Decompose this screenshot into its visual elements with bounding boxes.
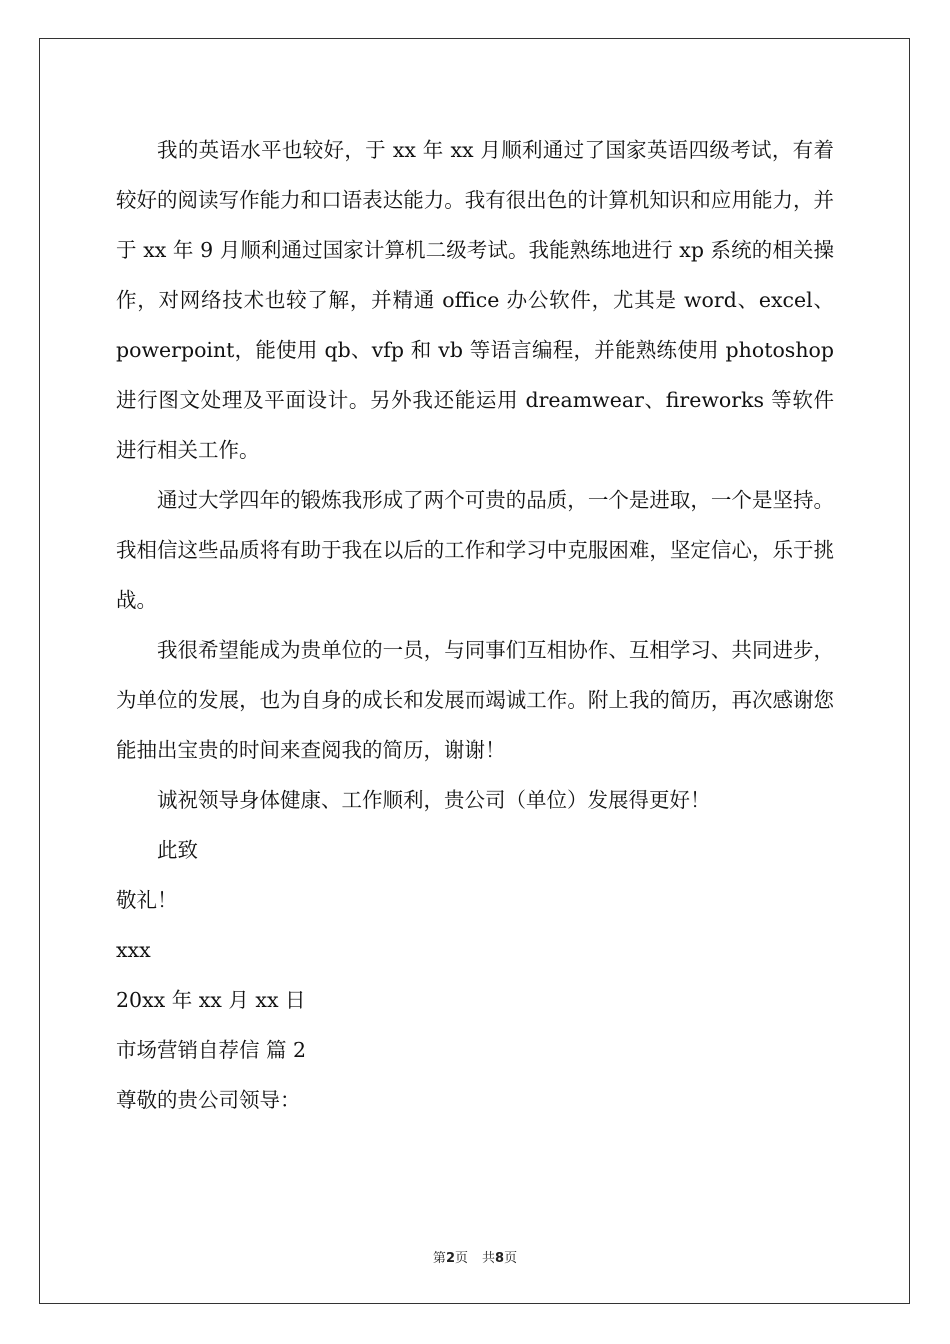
closing-text: 此致 [157, 838, 198, 862]
page-footer [0, 1247, 950, 1266]
greeting-text: 尊敬的贵公司领导： [116, 1088, 301, 1112]
page-total: 8 [495, 1251, 505, 1266]
page-prefix: 第 [432, 1251, 446, 1266]
total-prefix: 共 [482, 1251, 496, 1266]
paragraph-skills: 我的英语水平也较好，于 xx 年 xx 月顺利通过了国家英语四级考试，有着较好的阅读写作能力和口语表达能力。我有很出色的计算机知识和应用能力，并于 xx 年 9 月顺利通过国家计算机二级考试。我能熟练地进行 xp 系统的相关操作，对网络技术也较了解，并精通 office 办公软件，尤其是 word、excel、powerpoint，能使用 qb、vfp 和 vb 等语言编程，并能熟练使用 photoshop 进行图文处理及平面设计。另外我还能运用 dreamwear、fireworks 等软件进行相关工作。 [116, 138, 834, 462]
signature-name: xxx [116, 938, 151, 962]
paragraph-qualities: 通过大学四年的锻炼我形成了两个可贵的品质，一个是进取，一个是坚持。我相信这些品质将有助于我在以后的工作和学习中克服困难，坚定信心，乐于挑战。 [116, 488, 834, 612]
salute-text: 敬礼！ [116, 888, 178, 912]
document-body [116, 125, 834, 1125]
paragraph-wish: 我很希望能成为贵单位的一员，与同事们互相协作、互相学习、共同进步，为单位的发展，也为自身的成长和发展而竭诚工作。附上我的简历，再次感谢您能抽出宝贵的时间来查阅我的简历，谢谢！ [116, 638, 834, 762]
page-suffix: 页 [454, 1251, 468, 1266]
letter-date: 20xx 年 xx 月 xx 日 [116, 988, 306, 1012]
paragraph-wishes: 诚祝领导身体健康、工作顺利，贵公司（单位）发展得更好！ [157, 788, 711, 812]
section-title: 市场营销自荐信 篇 2 [116, 1038, 307, 1062]
page-number: 2 [445, 1251, 455, 1266]
total-suffix: 页 [504, 1251, 518, 1266]
